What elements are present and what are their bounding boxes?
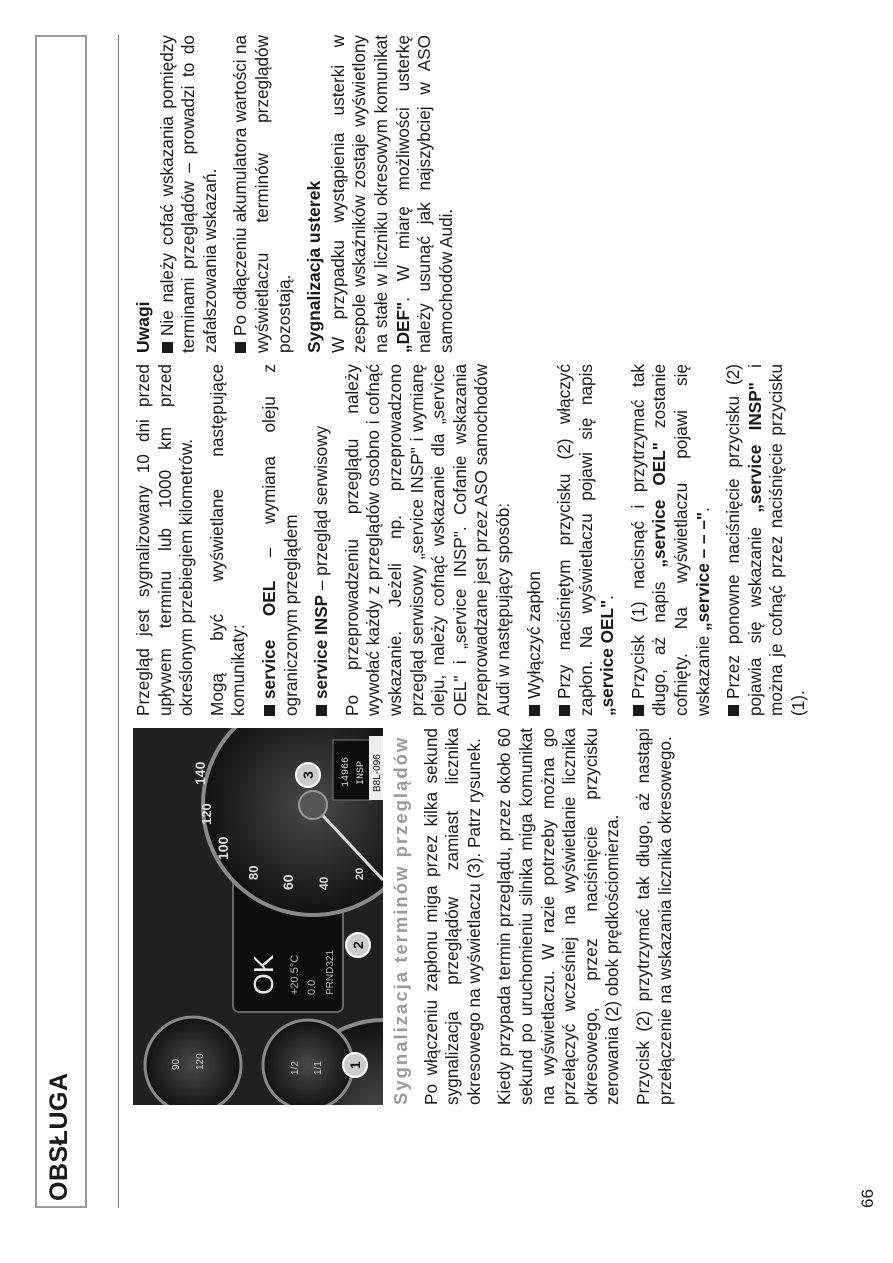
paragraph: Po włączeniu zapłonu miga przez kilka sekund sygnalizacja przeglądów zamiast licznika okresowego na wyświetlaczu (3). Patrz rysunek.	[420, 728, 484, 1105]
column-2	[133, 364, 819, 716]
speed-tick-60: 60	[280, 874, 296, 890]
paragraph: Mogą być wyświetlane następujące komunikaty:	[206, 364, 249, 716]
divider	[118, 35, 119, 1208]
step-bold: „service – – –"	[692, 511, 713, 631]
callout-1-label: 1	[347, 1061, 363, 1069]
step-bold: „service OEL"	[597, 599, 618, 716]
message-name: service OEL	[258, 580, 279, 699]
bullet-icon	[728, 705, 739, 716]
note-item	[157, 35, 222, 353]
bullet-icon	[529, 705, 540, 716]
section-title: OBSŁUGA	[45, 1072, 73, 1201]
bullet-icon	[559, 705, 570, 716]
fuel-mark-full: 1/1	[313, 1061, 324, 1075]
column-3	[133, 35, 466, 353]
fault-code: „DEF"	[392, 301, 413, 353]
step-text: Przycisk (1) nacisnąć i przytrzymać tak długo, aż napis	[627, 364, 670, 716]
step-end: .	[692, 507, 713, 512]
step-mid: zostanie cofnięty. Na wyświetlaczu pojawi się wskazanie	[649, 363, 713, 716]
note-item	[230, 35, 295, 353]
odometer-value: 14966	[341, 756, 352, 787]
instrument-cluster-drawing	[133, 728, 383, 1105]
list-item	[311, 364, 333, 716]
fuel-gauge	[263, 1020, 353, 1105]
bullet-icon	[264, 705, 275, 716]
step-item	[524, 364, 546, 716]
paragraph: Kiedy przypada termin przeglądu, przez około 60 sekund po uruchomieniu silnika miga komunikat na wyświetlaczu. W razie potrzeby można go przełączyć wcześniej na wyświetlanie licznika okresowego, przez naciśnięcie przycisku zerowania (2) obok prędkościomierza.	[494, 728, 623, 1105]
page-number: 66	[858, 1189, 877, 1208]
step-item	[723, 364, 809, 716]
display-ok: OK	[248, 954, 279, 995]
callout-3-label: 3	[300, 771, 316, 779]
message-desc: – przegląd serwisowy	[311, 425, 332, 595]
note-text: Po odłączeniu akumulatora wartości na wyświetlaczu terminów przeglądów pozostają.	[230, 35, 294, 353]
speed-tick-140: 140	[192, 761, 208, 785]
paragraph: Po przeprowadzeniu przeglądu należy wywołać każdy z przeglądów osobno i cofnąć wskazanie. Jeżeli np. przeprowadzono przegląd serwisowy „service INSP" i wymianę oleju, należy cofnąć wskazanie dla „service OEL" i „service INSP". Cofanie wskazania przeprowadzane jest przez ASO samochodów Audi w następujący sposób:	[341, 364, 513, 716]
list-item	[259, 364, 302, 716]
step-text: Wyłączyć zapłon	[523, 571, 544, 699]
notes-heading: Uwagi	[133, 301, 153, 353]
speed-tick-20: 20	[354, 867, 366, 880]
step-end: .	[597, 595, 618, 600]
step-bold: „service OEL"	[649, 442, 670, 568]
step-item	[628, 364, 714, 716]
callout-2-label: 2	[350, 941, 366, 949]
paragraph	[328, 35, 458, 353]
fault-end: . W miarę możliwości usterkę należy usunąć jak najszybciej w ASO samochodów Audi.	[392, 35, 456, 353]
fault-text: W przypadku wystąpienia usterki w zespole wskaźników zostaje wyświetlony na stałe w liczniku okresowym komunikat	[327, 35, 391, 353]
coolant-mark-120: 120	[195, 1053, 206, 1070]
display-temp: +20.5°C	[289, 954, 301, 995]
bullet-icon	[162, 342, 173, 353]
bullet-icon	[316, 705, 327, 716]
message-desc: – wymiana oleju z ograniczonym przeglądem	[258, 364, 301, 716]
note-text: Nie należy cofać wskazania pomiędzy terminami przeglądów – prowadzi to do zafałszowania wskazań.	[156, 35, 220, 353]
step-text: Przy naciśniętym przycisku (2) włączyć zapłon. Na wyświetlaczu pojawi się napis	[554, 364, 596, 716]
section-heading: Sygnalizacja terminów przeglądów	[390, 735, 411, 1105]
step-bold: „service INSP"	[744, 382, 765, 513]
odometer-insp: INSP	[356, 760, 367, 785]
step-item	[554, 364, 619, 716]
display-prnd: PRND321	[325, 949, 336, 995]
step-text: Przez ponowne naciśnięcie przycisku (2) pojawia się wskazanie	[723, 364, 765, 716]
speed-tick-80: 80	[246, 865, 261, 880]
message-name: service INSP	[311, 594, 332, 699]
section-tab	[35, 35, 87, 1208]
speed-tick-100: 100	[215, 836, 231, 860]
paragraph: Przegląd jest sygnalizowany 10 dni przed upływem terminu lub 1000 km przed określonym przebiegiem kilometrów.	[133, 364, 197, 716]
speed-tick-40: 40	[317, 876, 331, 890]
fuel-mark-half: 1/2	[290, 1061, 301, 1075]
needle-hub	[299, 791, 327, 819]
bullet-icon	[235, 342, 246, 353]
column-1	[390, 728, 685, 1105]
coolant-gauge	[145, 1017, 241, 1105]
coolant-mark-90: 90	[171, 1058, 182, 1070]
paragraph: Przycisk (2) przytrzymać tak długo, aż nastąpi przełączenie na wskazania licznika okresowego.	[632, 728, 675, 1105]
speed-tick-120: 120	[199, 803, 214, 825]
fault-heading: Sygnalizacja usterek	[304, 180, 325, 353]
bullet-icon	[633, 705, 644, 716]
instrument-cluster-figure	[133, 728, 383, 1105]
step-end: i można je cofnąć przez naciśnięcie przycisku (1).	[744, 364, 809, 716]
display-trip: 0.0	[306, 979, 318, 995]
figure-code: B8L-096	[372, 754, 383, 792]
